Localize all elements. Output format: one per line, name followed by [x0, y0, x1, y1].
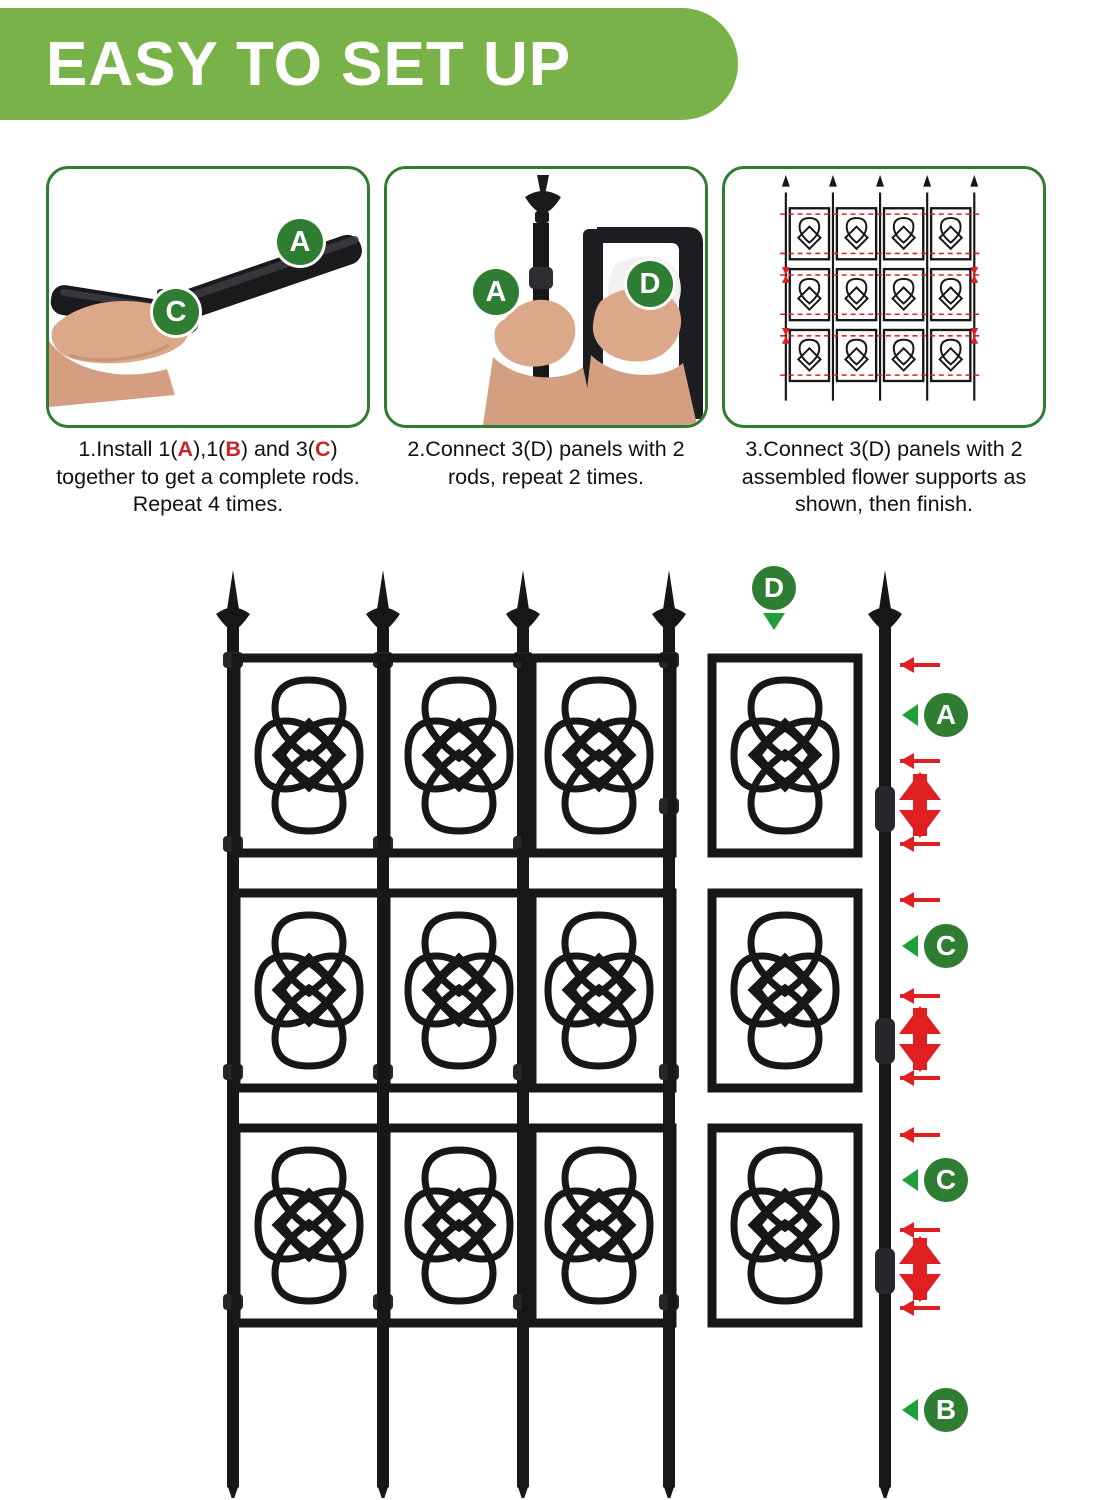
step-3-caption: 3.Connect 3(D) panels with 2 assembled flower supports as shown, then finish.: [741, 437, 1027, 517]
label-b-group: [902, 1388, 968, 1432]
label-a-group: [902, 693, 968, 737]
badge-d: D: [752, 566, 796, 610]
assembly-diagram: [0, 548, 1093, 1498]
step-1-caption: 1.Install 1(A),1(B) and 3(C) together to get a complete rods. Repeat 4 times.: [56, 437, 360, 517]
step-2: [384, 166, 708, 519]
green-down-arrow-icon: [763, 613, 785, 630]
green-left-arrow-icon: [902, 1169, 918, 1191]
red-alignment-arrows: [899, 657, 941, 1316]
step-1: [46, 166, 370, 519]
header-banner: [0, 8, 738, 120]
green-left-arrow-icon: [902, 935, 918, 957]
label-d-group: [752, 566, 796, 630]
step-3: [722, 166, 1046, 519]
badge-b: B: [924, 1388, 968, 1432]
step-2-caption: 2.Connect 3(D) panels with 2 rods, repeat 2 times.: [407, 437, 685, 489]
step-1-illustration: [49, 169, 367, 425]
step-2-photo: [384, 166, 708, 428]
assembly-diagram-svg: [0, 548, 1093, 1498]
label-c2-group: [902, 1158, 968, 1202]
step-3-illustration: [725, 169, 1043, 426]
step-1-badge-a: A: [277, 219, 323, 265]
green-left-arrow-icon: [902, 1399, 918, 1421]
page-title: EASY TO SET UP: [46, 29, 572, 99]
step-2-badge-d: D: [627, 261, 673, 307]
steps-row: [46, 166, 1046, 519]
rods: [216, 570, 902, 1498]
panels: [236, 658, 858, 1323]
step-3-photo: [722, 166, 1046, 428]
badge-c-2: C: [924, 1158, 968, 1202]
badge-a: A: [924, 693, 968, 737]
step-1-badge-c: C: [153, 289, 199, 335]
green-left-arrow-icon: [902, 704, 918, 726]
step-2-badge-a: A: [473, 269, 519, 315]
label-c1-group: [902, 924, 968, 968]
step-1-photo: [46, 166, 370, 428]
badge-c-1: C: [924, 924, 968, 968]
